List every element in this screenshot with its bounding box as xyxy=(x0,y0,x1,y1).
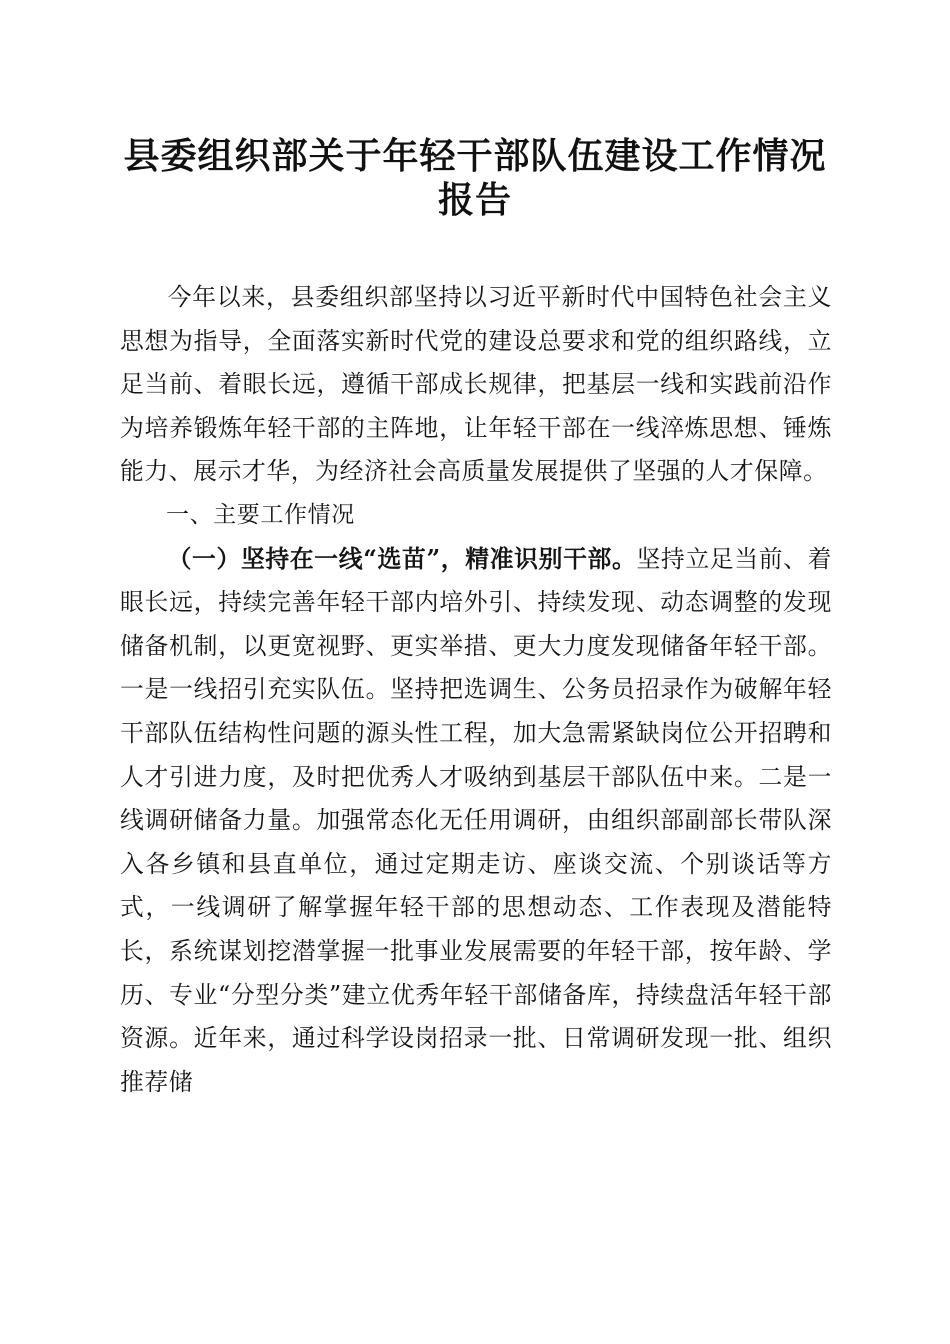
subsection-heading: （一）坚持在一线“选苗”，精准识别干部。 xyxy=(167,544,637,573)
subsection-body: 坚持立足当前、着眼长远，持续完善年轻干部内培外引、持续发现、动态调整的发现储备机制，以更宽视野、更实举措、更大力度发现储备年轻干部。一是一线招引充实队伍。坚持把选调生、公务员招录作为破解年轻干部队伍结构性问题的源头性工程，加大急需紧缺岗位公开招聘和人才引进力度，及时把优秀人才吸纳到基层干部队伍中来。二是一线调研储备力量。加强常态化无任用调研，由组织部副部长带队深入各乡镇和县直单位，通过定期走访、座谈交流、个别谈话等方式，一线调研了解掌握年轻干部的思想动态、工作表现及潜能特长，系统谋划挖潜掌握一批事业发展需要的年轻干部，按年龄、学历、专业“分型分类”建立优秀年轻干部储备库，持续盘活年轻干部资源。近年来，通过科学设岗招录一批、日常调研发现一批、组织推荐储 xyxy=(120,544,833,1096)
subsection-paragraph xyxy=(120,538,832,1105)
document-title: 县委组织部关于年轻干部队伍建设工作情况报告 xyxy=(123,135,827,221)
section-heading: 一、主要工作情况 xyxy=(166,501,355,528)
document-body xyxy=(120,276,832,1104)
intro-paragraph: 今年以来，县委组织部坚持以习近平新时代中国特色社会主义思想为指导，全面落实新时代党的建设总要求和党的组织路线，立足当前、着眼长远，遵循干部成长规律，把基层一线和实践前沿作为培养锻炼年轻干部的主阵地，让年轻干部在一线淬炼思想、锤炼能力、展示才华，为经济社会高质量发展提供了坚强的人才保障。 xyxy=(120,283,832,486)
